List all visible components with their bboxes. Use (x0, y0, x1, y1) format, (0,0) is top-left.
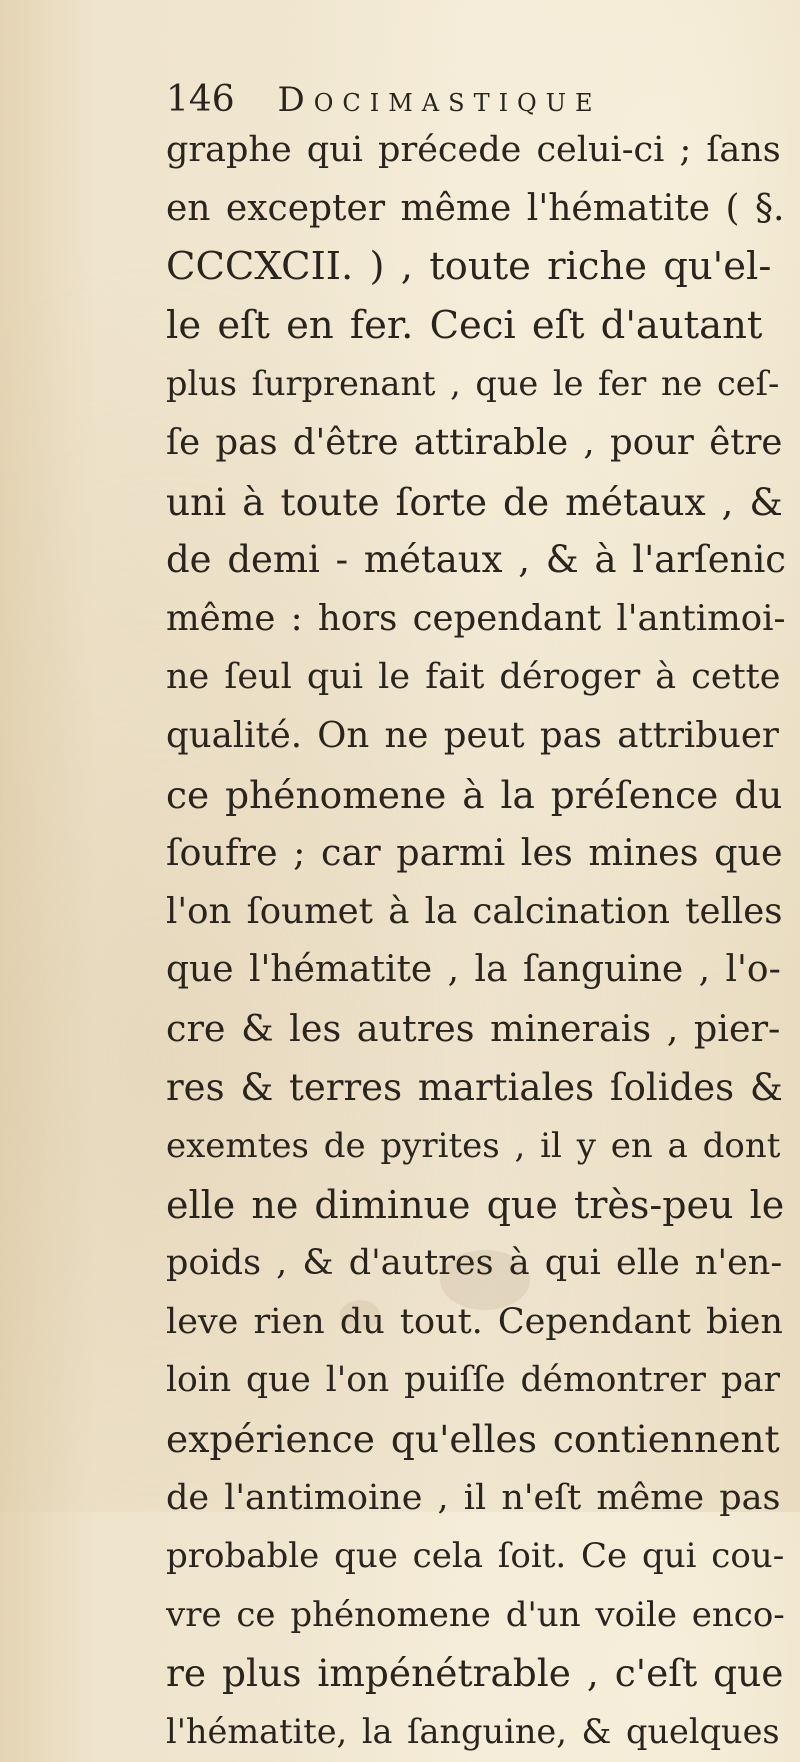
text-line: que l'hématite , la ſanguine , l'o- (166, 949, 781, 991)
running-title: Docimastique (277, 80, 602, 120)
text-line: leve rien du tout. Cependant bien (166, 1301, 783, 1342)
text-line: plus ſurprenant , que le fer ne ceſ- (166, 364, 780, 404)
text-line: ne ſeul qui le fait déroger à cette (166, 657, 781, 698)
text-line: ſe pas d'être attirable , pour être (166, 421, 783, 463)
text-line: en excepter même l'hématite ( §. (166, 187, 785, 229)
text-line: exemtes de pyrites , il y en a dont (166, 1126, 781, 1167)
text-line: même : hors cependant l'antimoi- (166, 597, 786, 639)
text-line: loin que l'on puiſſe démontrer par (166, 1360, 781, 1401)
text-line: de demi - métaux , & à l'arſenic (166, 538, 786, 582)
text-line: graphe qui précede celui-ci ; ſans (166, 130, 781, 170)
text-line: poids , & d'autres à qui elle n'en- (166, 1243, 783, 1284)
page-header (166, 76, 666, 120)
text-line: cre & les autres minerais , pier- (166, 1006, 781, 1050)
text-line: uni à toute ſorte de métaux , & (166, 479, 783, 524)
text-line: vre ce phénomene d'un voile enco- (166, 1594, 785, 1635)
text-line: l'hématite, la ſanguine, & quelques (166, 1712, 780, 1752)
text-line: le eſt en fer. Ceci eſt d'autant (166, 302, 763, 348)
text-line: ſoufre ; car parmi les mines que (166, 831, 783, 875)
text-line: l'on ſoumet à la calcination telles (166, 890, 783, 932)
page-number: 146 (166, 79, 235, 120)
text-line: res & terres martiales ſolides & (166, 1065, 783, 1109)
text-line: CCCXCII. ) , toute riche qu'el- (166, 244, 772, 290)
text-line: ce phénomene à la préſence du (166, 772, 783, 817)
body-text (166, 121, 786, 1762)
text-line: qualité. On ne peut pas attribuer (166, 714, 779, 756)
text-line: probable que cela ſoit. Ce qui cou- (166, 1536, 785, 1577)
text-line: expérience qu'elles contiennent (166, 1417, 780, 1462)
text-line: re plus impénétrable , c'eſt que (166, 1651, 784, 1696)
text-line: elle ne diminue que très-peu le (166, 1182, 785, 1227)
text-line: de l'antimoine , il n'eſt même pas (166, 1477, 781, 1518)
